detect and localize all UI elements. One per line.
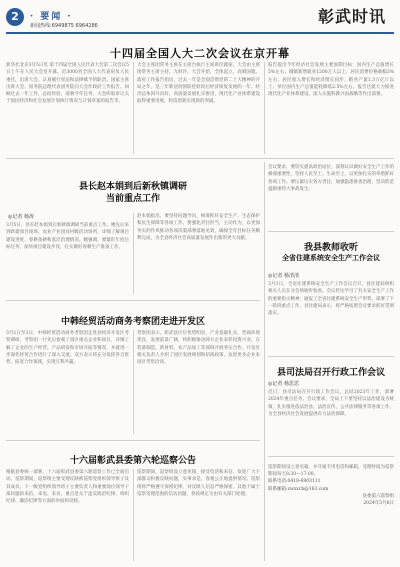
column-divider [133,469,134,561]
article-body: 考察团表示，彰武县区位优势明显，产业基础扎实，营商环境优良，发展前景广阔，将积极推动韩方企业来彰投资兴业，在装备制造、新材料、农产品加工等领域开展务实合作。开发区相关负责人介绍了园区发展规划和招商政策，欢迎更多企业来园区考察洽谈。 [137,331,260,366]
article-body: 大会主席团常务主席在主席台执行主席席位就座。大会由主席团常务主席主持。九时许，大会开始，全体起立，高唱国歌。政府工作报告指出，过去一年是全面贯彻党的二十大精神的开局之年，是三年新冠疫情防控转段后经济恢复发展的一年。经济总体回升向好，高质量发展扎实推进，现代化产业体系建设取得重要进展，科技创新实现新的突破。 [137,63,260,105]
byline: ◎记者 杨涛 [8,214,34,220]
article-body: 赵本娟指出，要坚持问题导向，统筹抓好安全生产、生态保护和民生保障等各项工作。要强化责任担当，主动作为，以更加务实的作风推动各项决策部署落地见效，确保全年目标任务顺利完成，为全县经济社会高质量发展作出新的更大贡献。 [137,214,260,241]
page-number: 2 [6,8,24,26]
section-divider [6,440,260,441]
byline: ◎记者 杨清清 [268,273,299,279]
section-divider [268,231,394,232]
masthead [0,0,400,30]
article-body: 会议要求，要切实提高政治站位，深刻认识做好安全生产工作的极端重要性，坚持人民至上、生命至上，以更加扎实的举措抓好各项工作。要压紧压实各方责任，加强隐患排查治理，坚决防范遏制重特大事故发生。 [268,165,394,192]
article-body: 近日，县司法局召开行政工作会议，总结2023年工作，部署2024年重点任务。会议要求，全局上下要坚持以法治建设为统领，扎实推进依法治县、法治宣传、公共法律服务等各项工作，为全县经济社会发展提供有力法治保障。 [268,390,394,417]
article-body: 3月1日，全省住建系统安全生产工作会议召开，县住建局组织相关人员在分会场收听收看。会议传达学习了有关安全生产工作的重要指示精神，通报了全省住建系统安全生产形势，部署了下一阶段重点工作。县住建局表示，将严格按照会议要求抓好贯彻落实。 [268,282,394,317]
notice-date: 2024年3月6日 [363,501,394,507]
article-body: 根据县委统一部署，十六届彰武县委第六轮巡察工作已全面启动。巡察期间，巡察组主要受理反映被巡察党组织领导班子及其成员、下一级党组织领导班子主要负责人和重要岗位领导干部问题的来信、来电、来访，重点是关于违反政治纪律、组织纪律、廉洁纪律等方面的举报和反映。 [6,470,129,505]
article-subheadline: 全省住建系统安全生产工作会议 [282,254,380,262]
article-body: 报告提出今年经济社会发展主要预期目标：国内生产总值增长5%左右；城镇新增就业1200万人以上；居民消费价格涨幅3%左右；居民收入增长和经济增长同步；粮食产量1.3万亿斤以上；单位国内生产总值能耗降低2.5%左右。报告还就大力推进现代化产业体系建设、深入实施科教兴国战略等作出部署。 [268,63,394,98]
notice-body: 巡察期间设立意见箱，并开通专用电话和邮箱，受理时间为巡察期间每天8:30—17:00。 [268,465,394,478]
notice-signature: 县委第六巡察组 [362,493,394,499]
notice-box [268,464,394,561]
section-divider [268,456,394,457]
section-title: · 要闻 · [30,12,73,22]
article-headline: 十六届彰武县委第六轮巡察公告 [69,456,196,466]
column-divider [264,162,265,561]
article-body: 新华社北京3月5日电 第十四届全国人民代表大会第二次会议5日上午在人民大会堂开幕。近3000名全国人大代表肩负人民重托，出席大会，认真履行宪法和法律赋予的职责。国家主席出席大会。国务院总理代表国务院向大会作政府工作报告。回顾过去一年工作，总结经验，部署今年任务。大会听取审议关于国民经济和社会发展计划执行情况与计划草案的报告等。 [6,63,129,105]
article-body: 巡察期间，巡察组设立意见箱，接受电话和来信。欢迎广大干部群众积极反映问题，实事求是、客观公正地提供情况。巡察组将严格遵守保密纪律，对反映人信息严格保密。其他不属于巡察受理范围的信访问题，将按规定交由有关部门处理。 [137,470,260,497]
main-headline: 十四届全国人大二次会议在京开幕 [110,47,290,60]
article-headline: 县长赵本娟到后新秋镇调研 [78,182,187,192]
notice-phone: 联系电话:0418-6903111 [268,479,321,485]
column-divider [133,330,134,434]
article-subheadline: 当前重点工作 [105,194,160,204]
column-divider [133,62,134,154]
article-headline: 我县教师收听 [303,243,358,253]
byline: ◎记者 杨思思 [268,381,299,387]
newspaper-logo: 彰武时讯 [317,7,386,26]
article-body: 3月1日至2日，中韩经贸活动商务考察团走进县经济开发区考察调研。考察团一行先后参观了园区重点企业和项目，详细了解了企业的生产经营、产品研发和市场开拓等情况，并就进一步深化经贸合作进行了深入交流。双方表示将充分发挥各自优势，拓宽合作领域，实现互利共赢。 [6,331,129,366]
column-divider [264,62,265,154]
hotline: 新闻热线:6949875 6964286 [30,23,98,29]
article-headline: 中韩经贸活动商务考察团走进开发区 [60,317,205,327]
section-divider [6,300,260,301]
notice-email: 联系邮箱:zwxxcb@163.com [268,486,329,492]
article-body: 3月5日，县长赵本娟到后新秋镇调研当前重点工作。她先后来到新建项目现场、农业产业园及村级活动场所，详细了解项目建设进度、春耕备耕和基层治理情况。她强调，要紧盯年度目标任务，加快项目建设步伐，扎实做好春耕生产准备工作。 [6,223,129,250]
column-divider [133,213,134,294]
section-divider [268,356,394,357]
section-divider [6,158,394,159]
header-rule [6,32,394,34]
article-headline: 县司法局召开行政工作会议 [276,368,385,378]
